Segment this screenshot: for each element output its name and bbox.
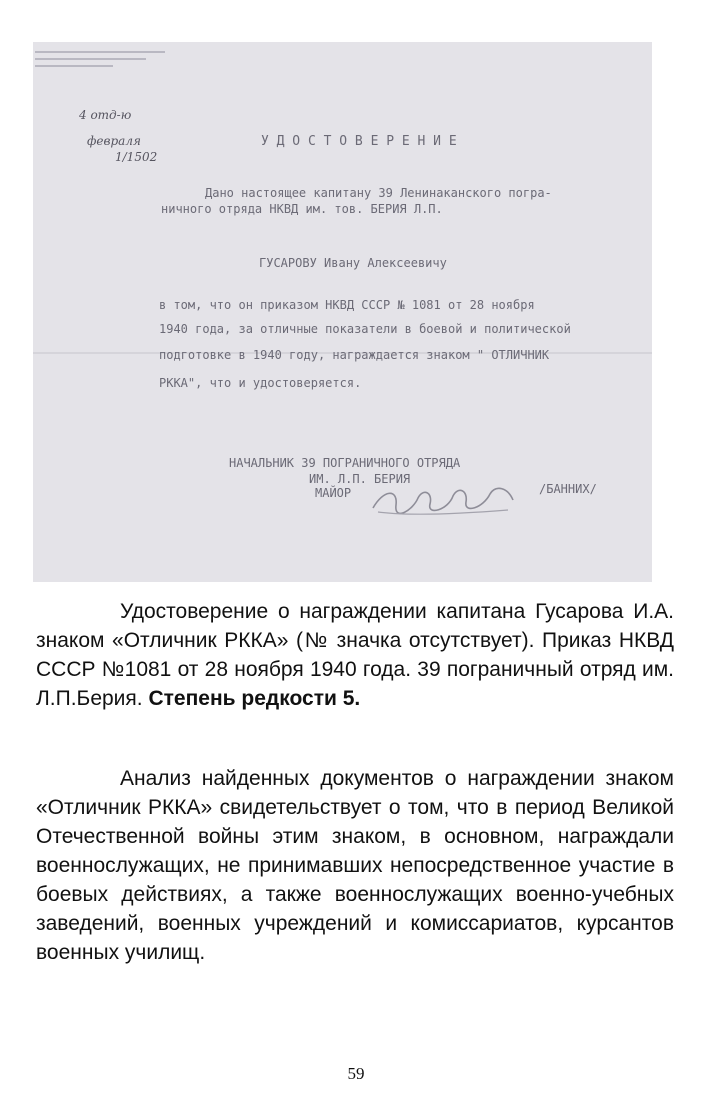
scan-title: У Д О С Т О В Е Р Е Н И Е — [261, 134, 457, 149]
scan-sign-1: НАЧАЛЬНИК 39 ПОГРАНИЧНОГО ОТРЯДА — [229, 456, 461, 470]
paragraph-text: Анализ найденных документов о награждении знаком «Отличник РККА» свидетельствует о том, что в период Великой Отечественной войны этим знаком, в основном, награждали военнослужащих, не принимавших непосредственное участие в боевых действиях, а также военнослужащих военно-учебных заведений, военных учреждений и комиссариатов, курсантов военных училищ. — [36, 767, 674, 964]
image-caption — [36, 597, 674, 713]
corner-note-1: 4 отд-ю — [79, 108, 132, 122]
analysis-paragraph — [36, 764, 674, 967]
caption-text: Удостоверение о награждении капитана Гусарова И.А. знаком «Отличник РККА» (№ значка отсутствует). Приказ НКВД СССР №1081 от 28 ноября 1940 года. 39 пограничный отряд им. Л.П.Берия. — [36, 600, 674, 710]
corner-note-2: февраля — [87, 134, 141, 148]
scan-line-2: ничного отряда НКВД им. тов. БЕРИЯ Л.П. — [161, 202, 443, 216]
stamp-header — [35, 46, 165, 72]
scan-body-4: РККА", что и удостоверяется. — [159, 376, 362, 390]
corner-note-3: 1/1502 — [115, 150, 158, 164]
scan-line-1: Дано настоящее капитану 39 Ленинаканского погра- — [205, 186, 552, 200]
scan-body-2: 1940 года, за отличные показатели в боевой и политической — [159, 322, 571, 336]
scan-body-1: в том, что он приказом НКВД СССР № 1081 от 28 ноября — [159, 298, 535, 312]
page-number: 59 — [347, 1064, 365, 1083]
scan-sign-2: ИМ. Л.П. БЕРИЯ — [309, 472, 411, 486]
scan-sign-name: /БАННИХ/ — [539, 482, 597, 496]
scan-sign-3: МАЙОР — [315, 486, 352, 500]
rarity-degree: Степень редкости 5. — [148, 687, 361, 710]
document-scan — [33, 42, 652, 582]
scan-name-line: ГУСАРОВУ Ивану Алексеевичу — [259, 256, 447, 270]
scan-body-3: подготовке в 1940 году, награждается знаком " ОТЛИЧНИК — [159, 348, 550, 362]
handwritten-signature — [368, 480, 518, 520]
